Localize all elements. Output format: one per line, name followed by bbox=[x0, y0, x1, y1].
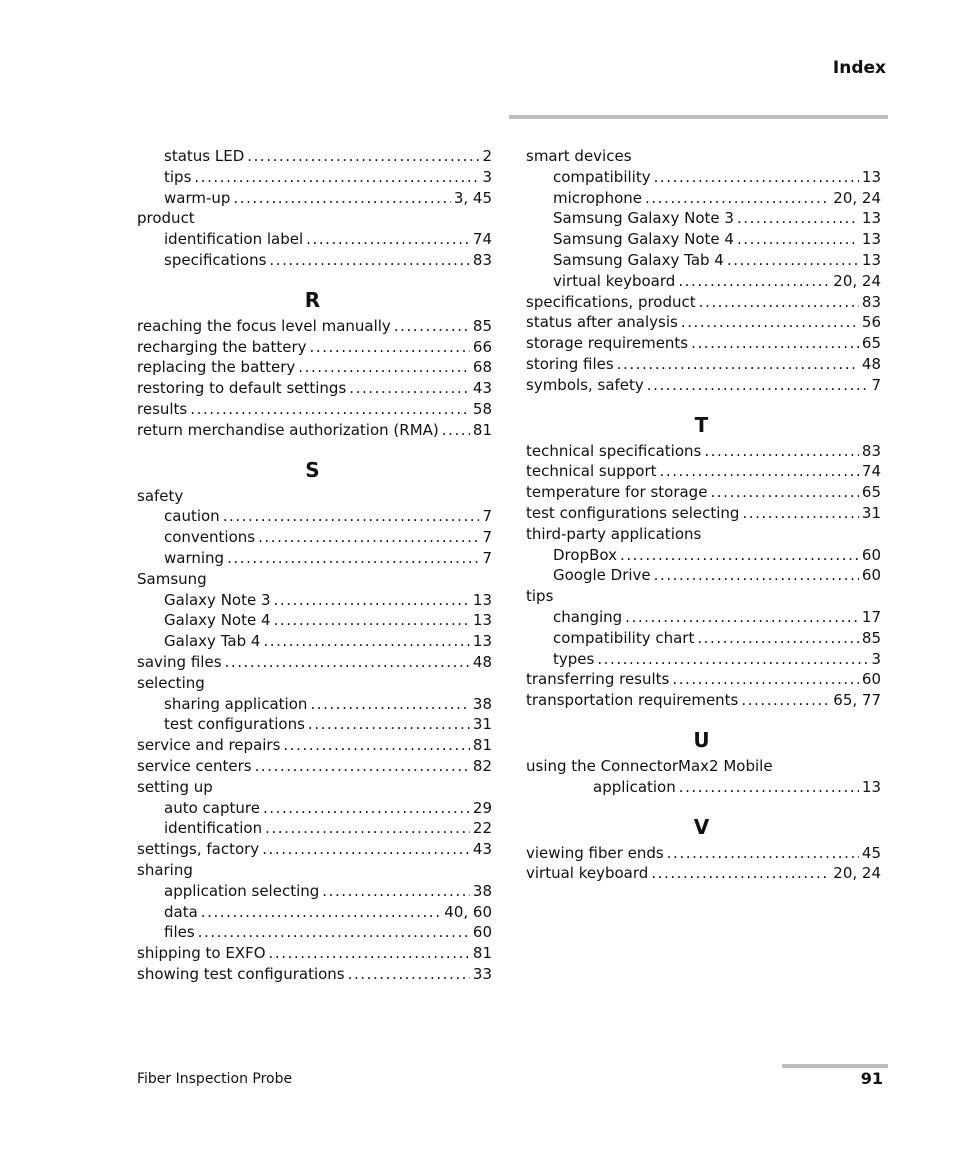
index-term: safety bbox=[137, 486, 184, 505]
index-entry bbox=[137, 943, 492, 964]
dot-leader bbox=[737, 229, 859, 250]
dot-leader bbox=[308, 714, 470, 735]
index-entry bbox=[137, 548, 492, 569]
index-page-ref[interactable]: 43 bbox=[472, 379, 492, 398]
index-page-ref[interactable]: 83 bbox=[861, 292, 881, 311]
index-entry bbox=[526, 146, 881, 167]
index-page-ref[interactable]: 31 bbox=[861, 503, 881, 522]
index-page-ref[interactable]: 58 bbox=[472, 399, 492, 418]
index-term: showing test configurations bbox=[137, 964, 345, 983]
index-entry bbox=[526, 863, 881, 884]
index-term: virtual keyboard bbox=[553, 271, 676, 290]
index-page-ref[interactable]: 45 bbox=[861, 843, 881, 862]
index-entry bbox=[137, 229, 492, 250]
dot-leader bbox=[223, 506, 480, 527]
index-entry bbox=[526, 208, 881, 229]
index-entry bbox=[137, 881, 492, 902]
index-letter-heading: R bbox=[304, 287, 321, 312]
index-entry bbox=[526, 461, 881, 482]
index-term: smart devices bbox=[526, 147, 632, 165]
index-page-ref[interactable]: 17 bbox=[861, 607, 881, 626]
index-entry bbox=[526, 271, 881, 292]
index-term: recharging the battery bbox=[137, 337, 307, 356]
index-term: warm-up bbox=[164, 188, 231, 207]
index-entry bbox=[137, 420, 492, 441]
index-page-ref[interactable]: 60 bbox=[861, 545, 881, 564]
dot-leader bbox=[742, 503, 858, 524]
dot-leader bbox=[233, 188, 450, 209]
index-term: Samsung Galaxy Note 4 bbox=[553, 230, 734, 249]
index-term: reaching the focus level manually bbox=[137, 316, 391, 335]
index-term: sharing application bbox=[164, 694, 308, 713]
index-page-ref[interactable]: 81 bbox=[472, 420, 492, 439]
dot-leader bbox=[620, 545, 859, 566]
index-entry bbox=[137, 146, 492, 167]
header-rule bbox=[509, 115, 888, 119]
index-page-ref[interactable]: 65 bbox=[861, 334, 881, 353]
index-term: setting up bbox=[137, 777, 213, 796]
dot-leader bbox=[625, 607, 859, 628]
index-entry bbox=[526, 354, 881, 375]
dot-leader bbox=[348, 964, 470, 985]
index-letter-heading: S bbox=[305, 457, 320, 482]
index-page-ref[interactable]: 20, 24 bbox=[833, 864, 881, 883]
index-entry bbox=[137, 777, 492, 798]
index-entry bbox=[137, 673, 492, 694]
index-entry bbox=[137, 250, 492, 271]
index-term: auto capture bbox=[164, 798, 260, 817]
index-page-ref[interactable]: 31 bbox=[472, 715, 492, 734]
index-entry bbox=[137, 964, 492, 985]
dot-leader bbox=[699, 292, 859, 313]
index-term: storing files bbox=[526, 354, 614, 373]
index-term: Samsung Galaxy Tab 4 bbox=[553, 250, 724, 269]
index-page-ref[interactable]: 13 bbox=[861, 250, 881, 269]
index-page-ref[interactable]: 20, 24 bbox=[833, 271, 881, 290]
index-page-ref[interactable]: 83 bbox=[472, 250, 492, 269]
index-entry bbox=[137, 694, 492, 715]
index-page-ref[interactable]: 85 bbox=[861, 628, 881, 647]
index-page-ref[interactable]: 13 bbox=[472, 590, 492, 609]
dot-leader bbox=[394, 316, 470, 337]
dot-leader bbox=[727, 250, 859, 271]
index-letter-heading: U bbox=[693, 727, 710, 752]
dot-leader bbox=[274, 610, 470, 631]
index-entry bbox=[137, 486, 492, 507]
index-entry bbox=[137, 569, 492, 590]
index-term: Samsung bbox=[137, 569, 207, 588]
dot-leader bbox=[194, 167, 479, 188]
index-page-ref[interactable]: 7 bbox=[871, 375, 881, 394]
index-page-ref[interactable]: 60 bbox=[472, 923, 492, 942]
index-page-ref[interactable]: 2 bbox=[482, 147, 492, 165]
index-term: data bbox=[164, 902, 198, 921]
index-entry bbox=[137, 590, 492, 611]
index-page-ref[interactable]: 40, 60 bbox=[444, 902, 492, 921]
index-term: restoring to default settings bbox=[137, 379, 347, 398]
dot-leader bbox=[255, 756, 470, 777]
index-entry bbox=[526, 628, 881, 649]
index-term: service centers bbox=[137, 756, 252, 775]
index-term: application bbox=[593, 777, 676, 796]
index-term: transferring results bbox=[526, 670, 670, 689]
index-entry bbox=[137, 357, 492, 378]
index-page-ref[interactable]: 74 bbox=[472, 230, 492, 249]
index-entry bbox=[137, 798, 492, 819]
index-page-ref[interactable]: 60 bbox=[861, 566, 881, 585]
dot-leader bbox=[198, 922, 470, 943]
index-page-ref[interactable]: 3 bbox=[871, 649, 881, 668]
index-letter-heading: T bbox=[694, 412, 709, 437]
index-entry bbox=[526, 167, 881, 188]
index-entry bbox=[137, 610, 492, 631]
index-page-ref[interactable]: 3, 45 bbox=[453, 188, 492, 207]
index-entry bbox=[526, 756, 881, 777]
index-term: specifications bbox=[164, 250, 267, 269]
index-page-ref[interactable]: 66 bbox=[472, 337, 492, 356]
index-page-ref[interactable]: 13 bbox=[861, 209, 881, 228]
index-page-ref[interactable]: 13 bbox=[861, 230, 881, 249]
index-entry bbox=[526, 545, 881, 566]
index-entry bbox=[526, 333, 881, 354]
index-term: symbols, safety bbox=[526, 375, 644, 394]
dot-leader bbox=[227, 548, 479, 569]
index-entry bbox=[137, 735, 492, 756]
index-term: identification bbox=[164, 819, 263, 838]
dot-leader bbox=[704, 441, 859, 462]
dot-leader bbox=[225, 652, 470, 673]
index-page-ref[interactable]: 81 bbox=[472, 736, 492, 755]
index-entry bbox=[137, 167, 492, 188]
index-page-ref[interactable]: 43 bbox=[472, 840, 492, 859]
dot-leader bbox=[679, 777, 859, 798]
index-page-ref[interactable]: 7 bbox=[482, 507, 492, 526]
index-page-ref[interactable]: 13 bbox=[861, 167, 881, 186]
index-term: Google Drive bbox=[553, 566, 651, 585]
index-term: test configurations bbox=[164, 715, 305, 734]
index-term: transportation requirements bbox=[526, 691, 739, 710]
index-letter-heading: V bbox=[693, 814, 710, 839]
index-entry bbox=[137, 527, 492, 548]
index-entry bbox=[137, 399, 492, 420]
index-entry bbox=[526, 524, 881, 545]
dot-leader bbox=[597, 649, 868, 670]
index-entry bbox=[526, 607, 881, 628]
index-entry bbox=[526, 482, 881, 503]
index-entry bbox=[526, 250, 881, 271]
dot-leader bbox=[741, 690, 830, 711]
dot-leader bbox=[697, 628, 859, 649]
index-page-ref[interactable]: 56 bbox=[861, 313, 881, 332]
index-term: application selecting bbox=[164, 881, 320, 900]
index-term: service and repairs bbox=[137, 736, 281, 755]
index-entry bbox=[526, 188, 881, 209]
dot-leader bbox=[654, 565, 859, 586]
index-page-ref[interactable]: 13 bbox=[861, 777, 881, 796]
index-entry bbox=[526, 843, 881, 864]
index-term: Galaxy Note 4 bbox=[164, 611, 271, 630]
index-entry bbox=[137, 631, 492, 652]
index-page-ref[interactable]: 74 bbox=[861, 462, 881, 481]
index-term: changing bbox=[553, 607, 623, 626]
index-term: compatibility chart bbox=[553, 628, 695, 647]
index-term: technical support bbox=[526, 462, 657, 481]
dot-leader bbox=[667, 843, 859, 864]
dot-leader bbox=[647, 375, 869, 396]
index-entry bbox=[526, 586, 881, 607]
dot-leader bbox=[710, 482, 858, 503]
index-term: specifications, product bbox=[526, 292, 696, 311]
dot-leader bbox=[283, 735, 469, 756]
dot-leader bbox=[262, 839, 470, 860]
index-entry bbox=[526, 690, 881, 711]
dot-leader bbox=[298, 357, 470, 378]
dot-leader bbox=[645, 188, 830, 209]
index-term: caution bbox=[164, 507, 220, 526]
page-number: 91 bbox=[860, 1069, 883, 1088]
index-entry bbox=[526, 669, 881, 690]
index-term: virtual keyboard bbox=[526, 864, 649, 883]
index-entry bbox=[526, 292, 881, 313]
index-page-ref[interactable]: 20, 24 bbox=[833, 188, 881, 207]
dot-leader bbox=[349, 378, 470, 399]
index-page-ref[interactable]: 38 bbox=[472, 694, 492, 713]
dot-leader bbox=[672, 669, 859, 690]
index-page-ref[interactable]: 33 bbox=[472, 964, 492, 983]
dot-leader bbox=[681, 312, 859, 333]
index-column-right bbox=[526, 146, 881, 884]
index-term: selecting bbox=[137, 673, 205, 692]
index-page-ref[interactable]: 38 bbox=[472, 881, 492, 900]
index-entry bbox=[137, 860, 492, 881]
index-page-ref[interactable]: 48 bbox=[472, 652, 492, 671]
dot-leader bbox=[678, 271, 830, 292]
index-entry bbox=[137, 506, 492, 527]
dot-leader bbox=[310, 694, 470, 715]
index-term: status after analysis bbox=[526, 313, 678, 332]
index-entry bbox=[137, 337, 492, 358]
index-term: settings, factory bbox=[137, 840, 260, 859]
index-term: shipping to EXFO bbox=[137, 944, 266, 963]
index-entry bbox=[137, 188, 492, 209]
index-term: DropBox bbox=[553, 545, 617, 564]
index-term: sharing bbox=[137, 860, 193, 879]
index-term: temperature for storage bbox=[526, 483, 708, 502]
index-term: using the ConnectorMax2 Mobile bbox=[526, 756, 773, 775]
index-term: identification label bbox=[164, 230, 304, 249]
dot-leader bbox=[306, 229, 470, 250]
index-page-ref[interactable]: 82 bbox=[472, 756, 492, 775]
index-term: test configurations selecting bbox=[526, 503, 740, 522]
index-page-ref[interactable]: 81 bbox=[472, 944, 492, 963]
dot-leader bbox=[654, 167, 859, 188]
dot-leader bbox=[258, 527, 479, 548]
index-page-ref[interactable]: 3 bbox=[482, 167, 492, 186]
index-term: Samsung Galaxy Note 3 bbox=[553, 209, 734, 228]
index-entry bbox=[526, 565, 881, 586]
dot-leader bbox=[247, 146, 479, 167]
index-entry bbox=[137, 714, 492, 735]
index-entry bbox=[526, 649, 881, 670]
index-entry bbox=[526, 503, 881, 524]
index-term: Galaxy Tab 4 bbox=[164, 632, 261, 651]
dot-leader bbox=[442, 420, 470, 441]
index-entry bbox=[526, 312, 881, 333]
index-term: storage requirements bbox=[526, 334, 689, 353]
index-term: return merchandise authorization (RMA) bbox=[137, 420, 439, 439]
index-term: types bbox=[553, 649, 595, 668]
index-term: tips bbox=[164, 167, 192, 186]
dot-leader bbox=[322, 881, 470, 902]
index-page-ref[interactable]: 65 bbox=[861, 483, 881, 502]
index-column-left bbox=[137, 146, 492, 985]
index-entry bbox=[526, 441, 881, 462]
index-page-ref[interactable]: 13 bbox=[472, 632, 492, 651]
index-term: microphone bbox=[553, 188, 642, 207]
index-entry bbox=[137, 756, 492, 777]
index-entry bbox=[526, 229, 881, 250]
index-term: saving files bbox=[137, 652, 222, 671]
index-page-ref[interactable]: 65, 77 bbox=[833, 691, 881, 710]
dot-leader bbox=[201, 902, 441, 923]
index-entry bbox=[137, 818, 492, 839]
dot-leader bbox=[265, 818, 470, 839]
index-term: viewing fiber ends bbox=[526, 843, 664, 862]
dot-leader bbox=[310, 337, 470, 358]
index-term: status LED bbox=[164, 147, 245, 165]
index-page-ref[interactable]: 85 bbox=[472, 316, 492, 335]
dot-leader bbox=[737, 208, 859, 229]
dot-leader bbox=[263, 631, 470, 652]
index-term: warning bbox=[164, 548, 225, 567]
index-entry bbox=[137, 902, 492, 923]
index-entry bbox=[137, 922, 492, 943]
index-entry bbox=[137, 652, 492, 673]
index-term: results bbox=[137, 399, 188, 418]
index-term: replacing the battery bbox=[137, 358, 296, 377]
index-term: files bbox=[164, 923, 195, 942]
footer-rule bbox=[782, 1064, 888, 1068]
dot-leader bbox=[190, 399, 470, 420]
index-term: third-party applications bbox=[526, 524, 702, 543]
index-page-ref[interactable]: 68 bbox=[472, 358, 492, 377]
index-term: Galaxy Note 3 bbox=[164, 590, 271, 609]
index-entry bbox=[137, 839, 492, 860]
page-header-title: Index bbox=[832, 58, 886, 78]
index-page-ref[interactable]: 48 bbox=[861, 354, 881, 373]
index-entry bbox=[526, 777, 881, 798]
dot-leader bbox=[617, 354, 859, 375]
index-term: technical specifications bbox=[526, 441, 702, 460]
footer-doc-title: Fiber Inspection Probe bbox=[137, 1071, 293, 1087]
index-page-ref[interactable]: 7 bbox=[482, 528, 492, 547]
dot-leader bbox=[660, 461, 859, 482]
dot-leader bbox=[651, 863, 830, 884]
index-page-ref[interactable]: 29 bbox=[472, 798, 492, 817]
index-page-ref[interactable]: 7 bbox=[482, 548, 492, 567]
index-entry bbox=[137, 378, 492, 399]
dot-leader bbox=[691, 333, 859, 354]
index-page-ref[interactable]: 13 bbox=[472, 611, 492, 630]
index-entry bbox=[526, 375, 881, 396]
index-entry bbox=[137, 316, 492, 337]
index-page-ref[interactable]: 60 bbox=[861, 670, 881, 689]
dot-leader bbox=[274, 590, 470, 611]
index-term: tips bbox=[526, 587, 554, 606]
index-term: compatibility bbox=[553, 167, 651, 186]
dot-leader bbox=[269, 250, 469, 271]
index-term: product bbox=[137, 209, 195, 228]
index-entry bbox=[137, 208, 492, 229]
dot-leader bbox=[269, 943, 470, 964]
dot-leader bbox=[263, 798, 470, 819]
index-term: conventions bbox=[164, 528, 256, 547]
index-page-ref[interactable]: 22 bbox=[472, 819, 492, 838]
index-page-ref[interactable]: 83 bbox=[861, 441, 881, 460]
